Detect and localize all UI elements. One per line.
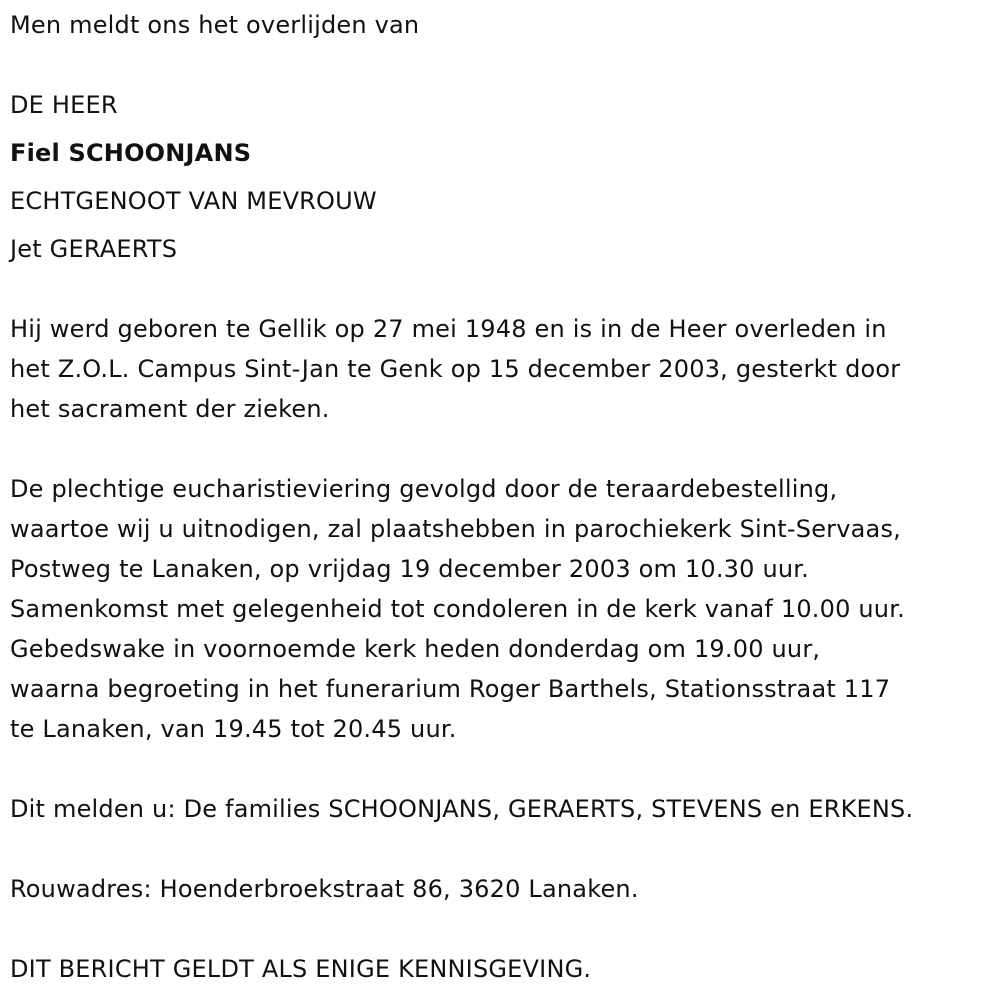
- ceremony-line-6: waarna begroeting in het funerarium Roger Barthels, Stationsstraat 117: [10, 675, 891, 703]
- birth-line-1: Hij werd geboren te Gellik op 27 mei 1948 en is in de Heer overleden in: [10, 315, 887, 343]
- birth-line-3: het sacrament der zieken.: [10, 395, 330, 423]
- spouse-label: ECHTGENOOT VAN MEVROUW: [10, 187, 377, 215]
- families-line: Dit melden u: De families SCHOONJANS, GERAERTS, STEVENS en ERKENS.: [10, 795, 914, 823]
- ceremony-line-4: Samenkomst met gelegenheid tot condoleren in de kerk vanaf 10.00 uur.: [10, 595, 905, 623]
- birth-line-2: het Z.O.L. Campus Sint-Jan te Genk op 15 december 2003, gesterkt door: [10, 355, 901, 383]
- deceased-name: Fiel SCHOONJANS: [10, 139, 252, 167]
- honorific: DE HEER: [10, 91, 118, 119]
- closing-line: DIT BERICHT GELDT ALS ENIGE KENNISGEVING.: [10, 955, 592, 983]
- ceremony-line-3: Postweg te Lanaken, op vrijdag 19 december 2003 om 10.30 uur.: [10, 555, 809, 583]
- spouse-name: Jet GERAERTS: [10, 235, 178, 263]
- ceremony-line-1: De plechtige eucharistieviering gevolgd door de teraardebestelling,: [10, 475, 838, 503]
- address-line: Rouwadres: Hoenderbroekstraat 86, 3620 Lanaken.: [10, 875, 639, 903]
- intro-text: Men meldt ons het overlijden van: [10, 11, 420, 39]
- ceremony-line-7: te Lanaken, van 19.45 tot 20.45 uur.: [10, 715, 457, 743]
- ceremony-line-2: waartoe wij u uitnodigen, zal plaatshebben in parochiekerk Sint-Servaas,: [10, 515, 901, 543]
- ceremony-line-5: Gebedswake in voornoemde kerk heden donderdag om 19.00 uur,: [10, 635, 821, 663]
